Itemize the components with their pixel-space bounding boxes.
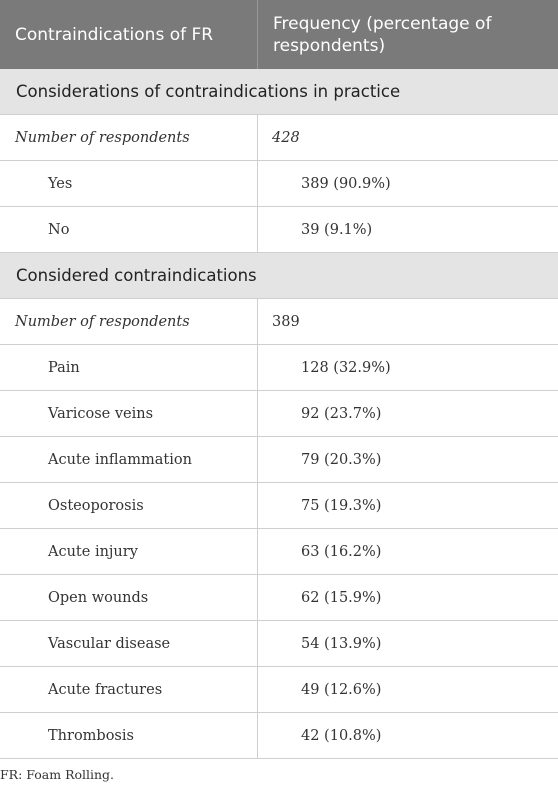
row-label: Pain [0, 345, 258, 390]
section-title: Considered contraindications [16, 266, 257, 285]
row-label: Acute injury [0, 529, 258, 574]
table-row [0, 391, 558, 437]
table-row [0, 621, 558, 667]
row-label: Varicose veins [0, 391, 258, 436]
table-row [0, 529, 558, 575]
table-row [0, 437, 558, 483]
row-value: 49 (12.6%) [301, 681, 382, 698]
section-considered [0, 253, 558, 299]
row-value: 428 [272, 129, 300, 146]
section-title: Considerations of contraindications in practice [16, 82, 401, 101]
row-value: 42 (10.8%) [301, 727, 382, 744]
row-value: 389 (90.9%) [301, 175, 391, 192]
table-row [0, 575, 558, 621]
row-label: Vascular disease [0, 621, 258, 666]
row-value: 128 (32.9%) [301, 359, 391, 376]
row-value: 63 (16.2%) [301, 543, 382, 560]
row-label: Yes [0, 161, 258, 206]
row-label: Acute fractures [0, 667, 258, 712]
header-contraindications: Contraindications of FR [0, 0, 258, 69]
header-frequency: Frequency (percentage of respondents) [273, 13, 492, 56]
row-label: Number of respondents [0, 299, 258, 344]
row-value: 54 (13.9%) [301, 635, 382, 652]
table-row [0, 161, 558, 207]
row-label: Thrombosis [0, 713, 258, 758]
table-row [0, 483, 558, 529]
row-value: 389 [272, 313, 300, 330]
table-row [0, 207, 558, 253]
row-value: 75 (19.3%) [301, 497, 382, 514]
row-label: Acute inflammation [0, 437, 258, 482]
table-row [0, 299, 558, 345]
table-footnote: FR: Foam Rolling. [0, 767, 115, 782]
row-label: Osteoporosis [0, 483, 258, 528]
table-header [0, 0, 558, 69]
table-row [0, 713, 558, 759]
table-row [0, 345, 558, 391]
row-label: Number of respondents [0, 115, 258, 160]
row-label: No [0, 207, 258, 252]
row-value: 79 (20.3%) [301, 451, 382, 468]
section-considerations [0, 69, 558, 115]
table-row [0, 667, 558, 713]
row-label: Open wounds [0, 575, 258, 620]
row-value: 92 (23.7%) [301, 405, 382, 422]
row-value: 62 (15.9%) [301, 589, 382, 606]
table-row [0, 115, 558, 161]
row-value: 39 (9.1%) [301, 221, 373, 238]
